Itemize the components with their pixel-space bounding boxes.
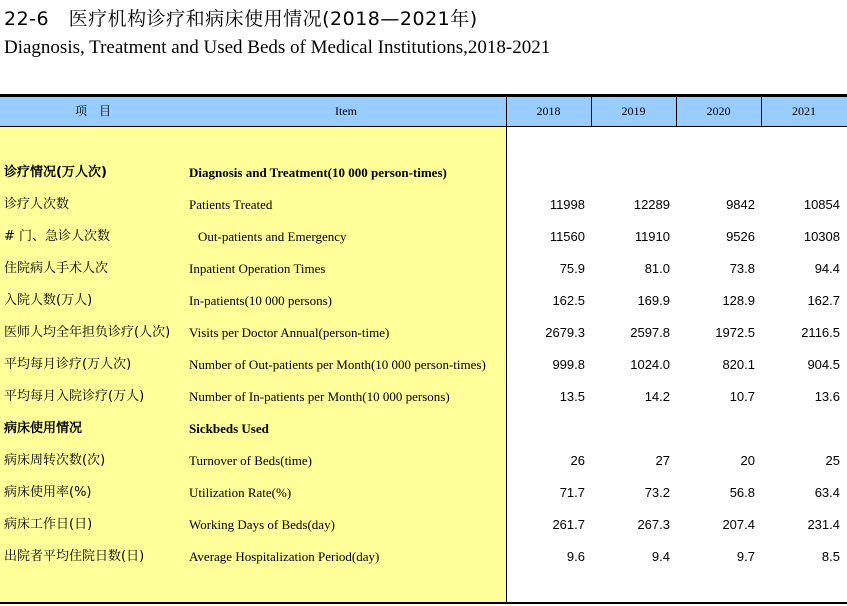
- cell-value: 9842: [726, 197, 755, 212]
- row-label-en: Sickbeds Used: [189, 421, 269, 436]
- cell-value: 267.3: [637, 517, 670, 532]
- cell-value: 2116.5: [801, 325, 840, 340]
- cell-value: 261.7: [552, 517, 585, 532]
- cell-value: 10854: [803, 197, 840, 212]
- page-title-english: Diagnosis, Treatment and Used Beds of Medical Institutions,2018-2021: [4, 37, 551, 58]
- row-label-cn: 诊疗情况(万人次): [4, 165, 107, 180]
- row-label-cn: 病床使用情况: [4, 421, 83, 436]
- cell-value: [591, 157, 670, 189]
- header-year-2019: 2019: [621, 104, 646, 118]
- cell-value: 56.8: [729, 485, 755, 500]
- page-title-chinese: 22-6 医疗机构诊疗和病床使用情况(2018—2021年): [4, 8, 478, 30]
- cell-value: [676, 157, 755, 189]
- table-row: [0, 349, 847, 381]
- header-year-2021: 2021: [792, 104, 816, 118]
- cell-value: 9.4: [651, 549, 670, 564]
- row-label-en: Diagnosis and Treatment(10 000 person-times): [189, 165, 447, 180]
- header-item-en: Item: [335, 104, 357, 118]
- row-label-cn: 病床周转次数(次): [4, 453, 106, 468]
- header-year-2018: 2018: [536, 104, 561, 118]
- cell-value: 10308: [803, 229, 840, 244]
- cell-value: 207.4: [722, 517, 755, 532]
- row-label-cn: # 门、急诊人次数: [4, 229, 111, 244]
- cell-value: 94.4: [814, 261, 840, 276]
- row-label-cn: 医师人均全年担负诊疗(人次): [4, 325, 171, 340]
- row-label-cn: 病床使用率(%): [4, 485, 92, 500]
- header-year-2020: 2020: [706, 104, 731, 118]
- cell-value: 999.8: [552, 357, 585, 372]
- cell-value: [506, 157, 585, 189]
- row-label-cn: 平均每月诊疗(万人次): [4, 357, 132, 372]
- table-row: [0, 509, 847, 541]
- table-row: [0, 445, 847, 477]
- cell-value: [761, 157, 840, 189]
- row-label-en: Patients Treated: [189, 197, 273, 212]
- cell-value: 11998: [549, 197, 585, 212]
- row-label-cn: 住院病人手术人次: [4, 261, 109, 276]
- cell-value: [591, 413, 670, 445]
- header-rule: [0, 126, 847, 127]
- cell-value: 10.7: [729, 389, 755, 404]
- row-label-en: Out-patients and Emergency: [198, 229, 347, 244]
- cell-value: 27: [655, 453, 670, 468]
- cell-value: 9526: [726, 229, 755, 244]
- cell-value: 14.2: [644, 389, 670, 404]
- row-label-en: Turnover of Beds(time): [189, 453, 313, 468]
- cell-value: 1972.5: [715, 325, 755, 340]
- cell-value: [676, 413, 755, 445]
- row-label-en: Number of Out-patients per Month(10 000 person-times): [189, 357, 486, 372]
- cell-value: 128.9: [722, 293, 755, 308]
- cell-value: 20: [740, 453, 755, 468]
- row-label-cn: 入院人数(万人): [4, 293, 93, 308]
- cell-value: 9.6: [566, 549, 585, 564]
- cell-value: 12289: [633, 197, 670, 212]
- table-row: [0, 541, 847, 573]
- table-row: [0, 157, 847, 189]
- table-row: [0, 381, 847, 413]
- cell-value: 2597.8: [630, 325, 670, 340]
- cell-value: 73.8: [729, 261, 755, 276]
- cell-value: 73.2: [644, 485, 670, 500]
- cell-value: 2679.3: [545, 325, 585, 340]
- cell-value: 13.6: [814, 389, 840, 404]
- cell-value: 820.1: [722, 357, 755, 372]
- cell-value: 63.4: [814, 485, 840, 500]
- cell-value: 11560: [549, 229, 585, 244]
- cell-value: 81.0: [644, 261, 670, 276]
- table-row: [0, 189, 847, 221]
- table-bottom-rule: [0, 602, 847, 604]
- table-row: [0, 477, 847, 509]
- table-row: [0, 413, 847, 445]
- cell-value: 11910: [634, 229, 670, 244]
- cell-value: 25: [825, 453, 840, 468]
- cell-value: 8.5: [821, 549, 840, 564]
- cell-value: 169.9: [637, 293, 670, 308]
- cell-value: 162.7: [807, 293, 840, 308]
- table-row: [0, 317, 847, 349]
- row-label-cn: 平均每月入院诊疗(万人): [4, 389, 145, 404]
- cell-value: [506, 413, 585, 445]
- statistics-table: [0, 94, 847, 605]
- row-label-en: Visits per Doctor Annual(person-time): [189, 325, 390, 340]
- cell-value: 71.7: [559, 485, 585, 500]
- row-label-en: Utilization Rate(%): [189, 485, 292, 500]
- row-label-cn: 病床工作日(日): [4, 517, 93, 532]
- cell-value: 9.7: [736, 549, 755, 564]
- row-label-cn: 诊疗人次数: [4, 197, 70, 212]
- table-row: [0, 285, 847, 317]
- cell-value: 13.5: [559, 389, 585, 404]
- row-label-en: Average Hospitalization Period(day): [189, 549, 380, 564]
- row-label-cn: 出院者平均住院日数(日): [4, 549, 145, 564]
- row-label-en: Working Days of Beds(day): [189, 517, 335, 532]
- cell-value: 162.5: [552, 293, 585, 308]
- table-row: [0, 221, 847, 253]
- cell-value: 1024.0: [630, 357, 670, 372]
- cell-value: 231.4: [807, 517, 840, 532]
- table-row: [0, 253, 847, 285]
- cell-value: [761, 413, 840, 445]
- cell-value: 75.9: [559, 261, 585, 276]
- row-label-en: Inpatient Operation Times: [189, 261, 326, 276]
- cell-value: 904.5: [807, 357, 840, 372]
- cell-value: 26: [570, 453, 585, 468]
- header-item-cn: 项 目: [74, 104, 111, 118]
- row-label-en: In-patients(10 000 persons): [189, 293, 332, 308]
- row-label-en: Number of In-patients per Month(10 000 persons): [189, 389, 450, 404]
